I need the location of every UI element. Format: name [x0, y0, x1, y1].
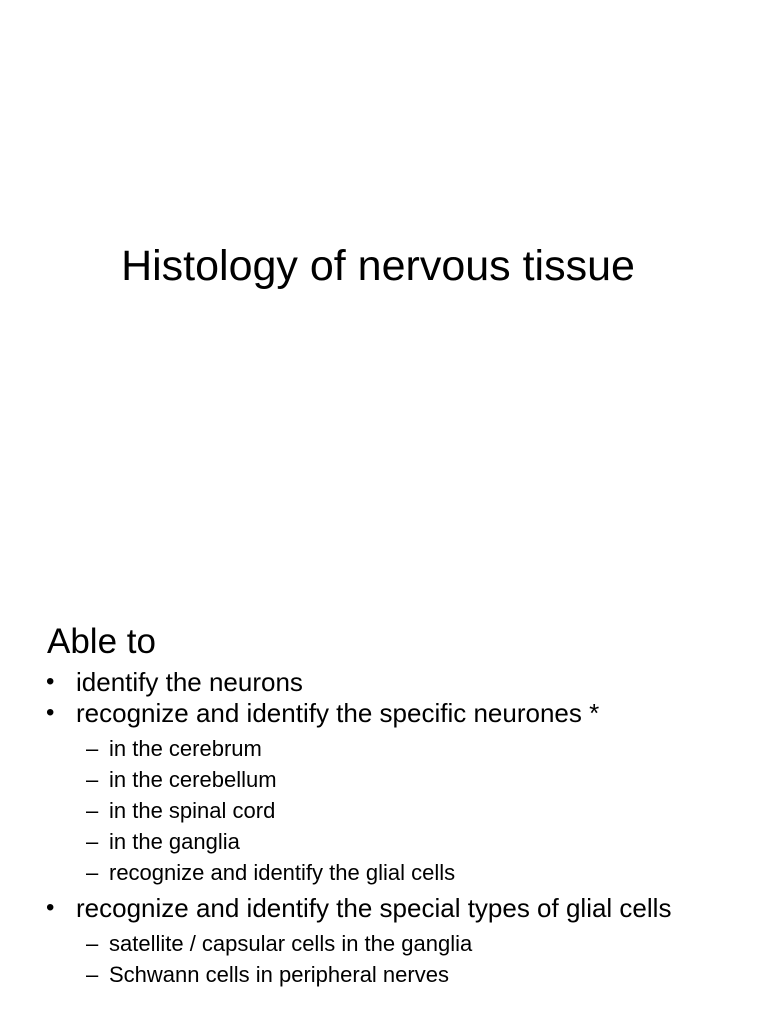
dash-icon: –: [86, 962, 99, 987]
sub-list-item: [44, 959, 744, 990]
sub-list-item-text: in the cerebrum: [109, 736, 262, 761]
sub-list-item: [44, 764, 744, 795]
sub-list-item-text: Schwann cells in peripheral nerves: [109, 962, 449, 987]
section-heading: Able to: [47, 622, 156, 661]
sub-list-item-text: in the cerebellum: [109, 767, 277, 792]
dash-icon: –: [86, 931, 99, 956]
sub-list: [44, 733, 744, 888]
dash-icon: –: [86, 767, 99, 792]
sub-list-item-text: in the spinal cord: [109, 798, 276, 823]
list-item-text: recognize and identify the specific neurones *: [76, 698, 600, 728]
objectives-list: [44, 668, 744, 996]
slide-title: Histology of nervous tissue: [121, 242, 635, 290]
sub-list-item-text: satellite / capsular cells in the ganglia: [109, 931, 473, 956]
bullet-icon: •: [46, 699, 55, 726]
sub-list-item-text: recognize and identify the glial cells: [109, 860, 456, 885]
list-item-text: recognize and identify the special types of glial cells: [76, 893, 672, 923]
bullet-icon: •: [46, 668, 55, 695]
sub-list: [44, 928, 744, 990]
list-item-text: identify the neurons: [76, 667, 303, 697]
sub-list-item: [44, 733, 744, 764]
dash-icon: –: [86, 829, 99, 854]
bullet-icon: •: [46, 894, 55, 921]
list-item: [44, 699, 744, 727]
list-item: [44, 668, 744, 696]
sub-list-item: [44, 826, 744, 857]
sub-list-item: [44, 795, 744, 826]
dash-icon: –: [86, 860, 99, 885]
dash-icon: –: [86, 798, 99, 823]
sub-list-item: [44, 857, 744, 888]
sub-list-item: [44, 928, 744, 959]
list-item: [44, 894, 744, 922]
sub-list-item-text: in the ganglia: [109, 829, 240, 854]
dash-icon: –: [86, 736, 99, 761]
